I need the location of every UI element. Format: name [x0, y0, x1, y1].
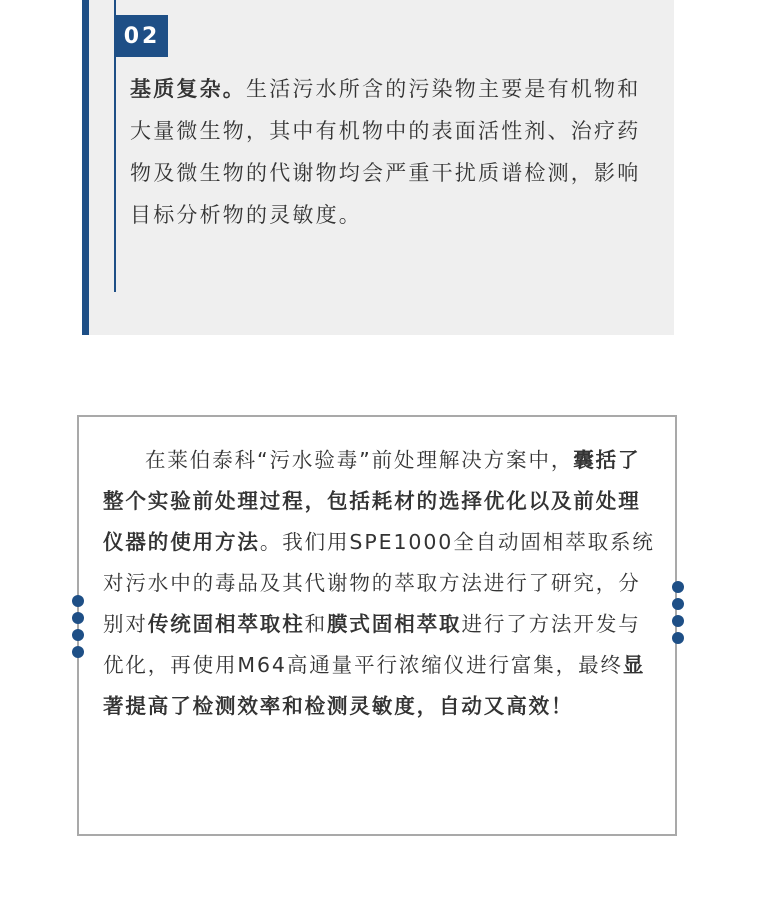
- dot: [72, 646, 84, 658]
- dot: [672, 581, 684, 593]
- accent-bar: [82, 0, 89, 335]
- dot: [672, 632, 684, 644]
- section-body: 生活污水所含的污染物主要是有机物和大量微生物，其中有机物中的表面活性剂、治疗药物及微生物的代谢物均会严重干扰质谱检测，影响目标分析物的灵敏度。: [130, 77, 641, 227]
- summary-text-2: 。我们用SPE1000全自动固相萃取系统对污水中的毒品及其代谢物的萃取方法进行了研究，分别对: [103, 530, 655, 636]
- right-dots-decoration: [672, 581, 684, 644]
- summary-bold-2: 传统固相萃取柱: [147, 612, 305, 636]
- summary-text-4: 进行了方法开发与优化，再使用M64高通量平行浓缩仪进行富集，最终: [103, 612, 641, 677]
- dot: [72, 612, 84, 624]
- left-dots-decoration: [72, 595, 84, 658]
- summary-bold-1: 囊括了整个实验前处理过程，包括耗材的选择优化以及前处理仪器的使用方法: [103, 448, 641, 554]
- section-number-badge: 02: [116, 15, 168, 57]
- summary-text-3: 和: [304, 612, 328, 636]
- dot: [672, 598, 684, 610]
- section-paragraph: [130, 68, 650, 236]
- section-lead: 基质复杂。: [130, 77, 246, 101]
- section-02-card: [82, 0, 674, 335]
- dot: [72, 629, 84, 641]
- dot: [72, 595, 84, 607]
- summary-paragraph: [103, 440, 659, 727]
- summary-bold-3: 膜式固相萃取: [327, 612, 462, 636]
- summary-bold-4: 显著提高了检测效率和检测灵敏度，自动又高效！: [103, 653, 646, 718]
- dot: [672, 615, 684, 627]
- summary-text-1: 在莱伯泰科“污水验毒”前处理解决方案中，: [145, 448, 574, 472]
